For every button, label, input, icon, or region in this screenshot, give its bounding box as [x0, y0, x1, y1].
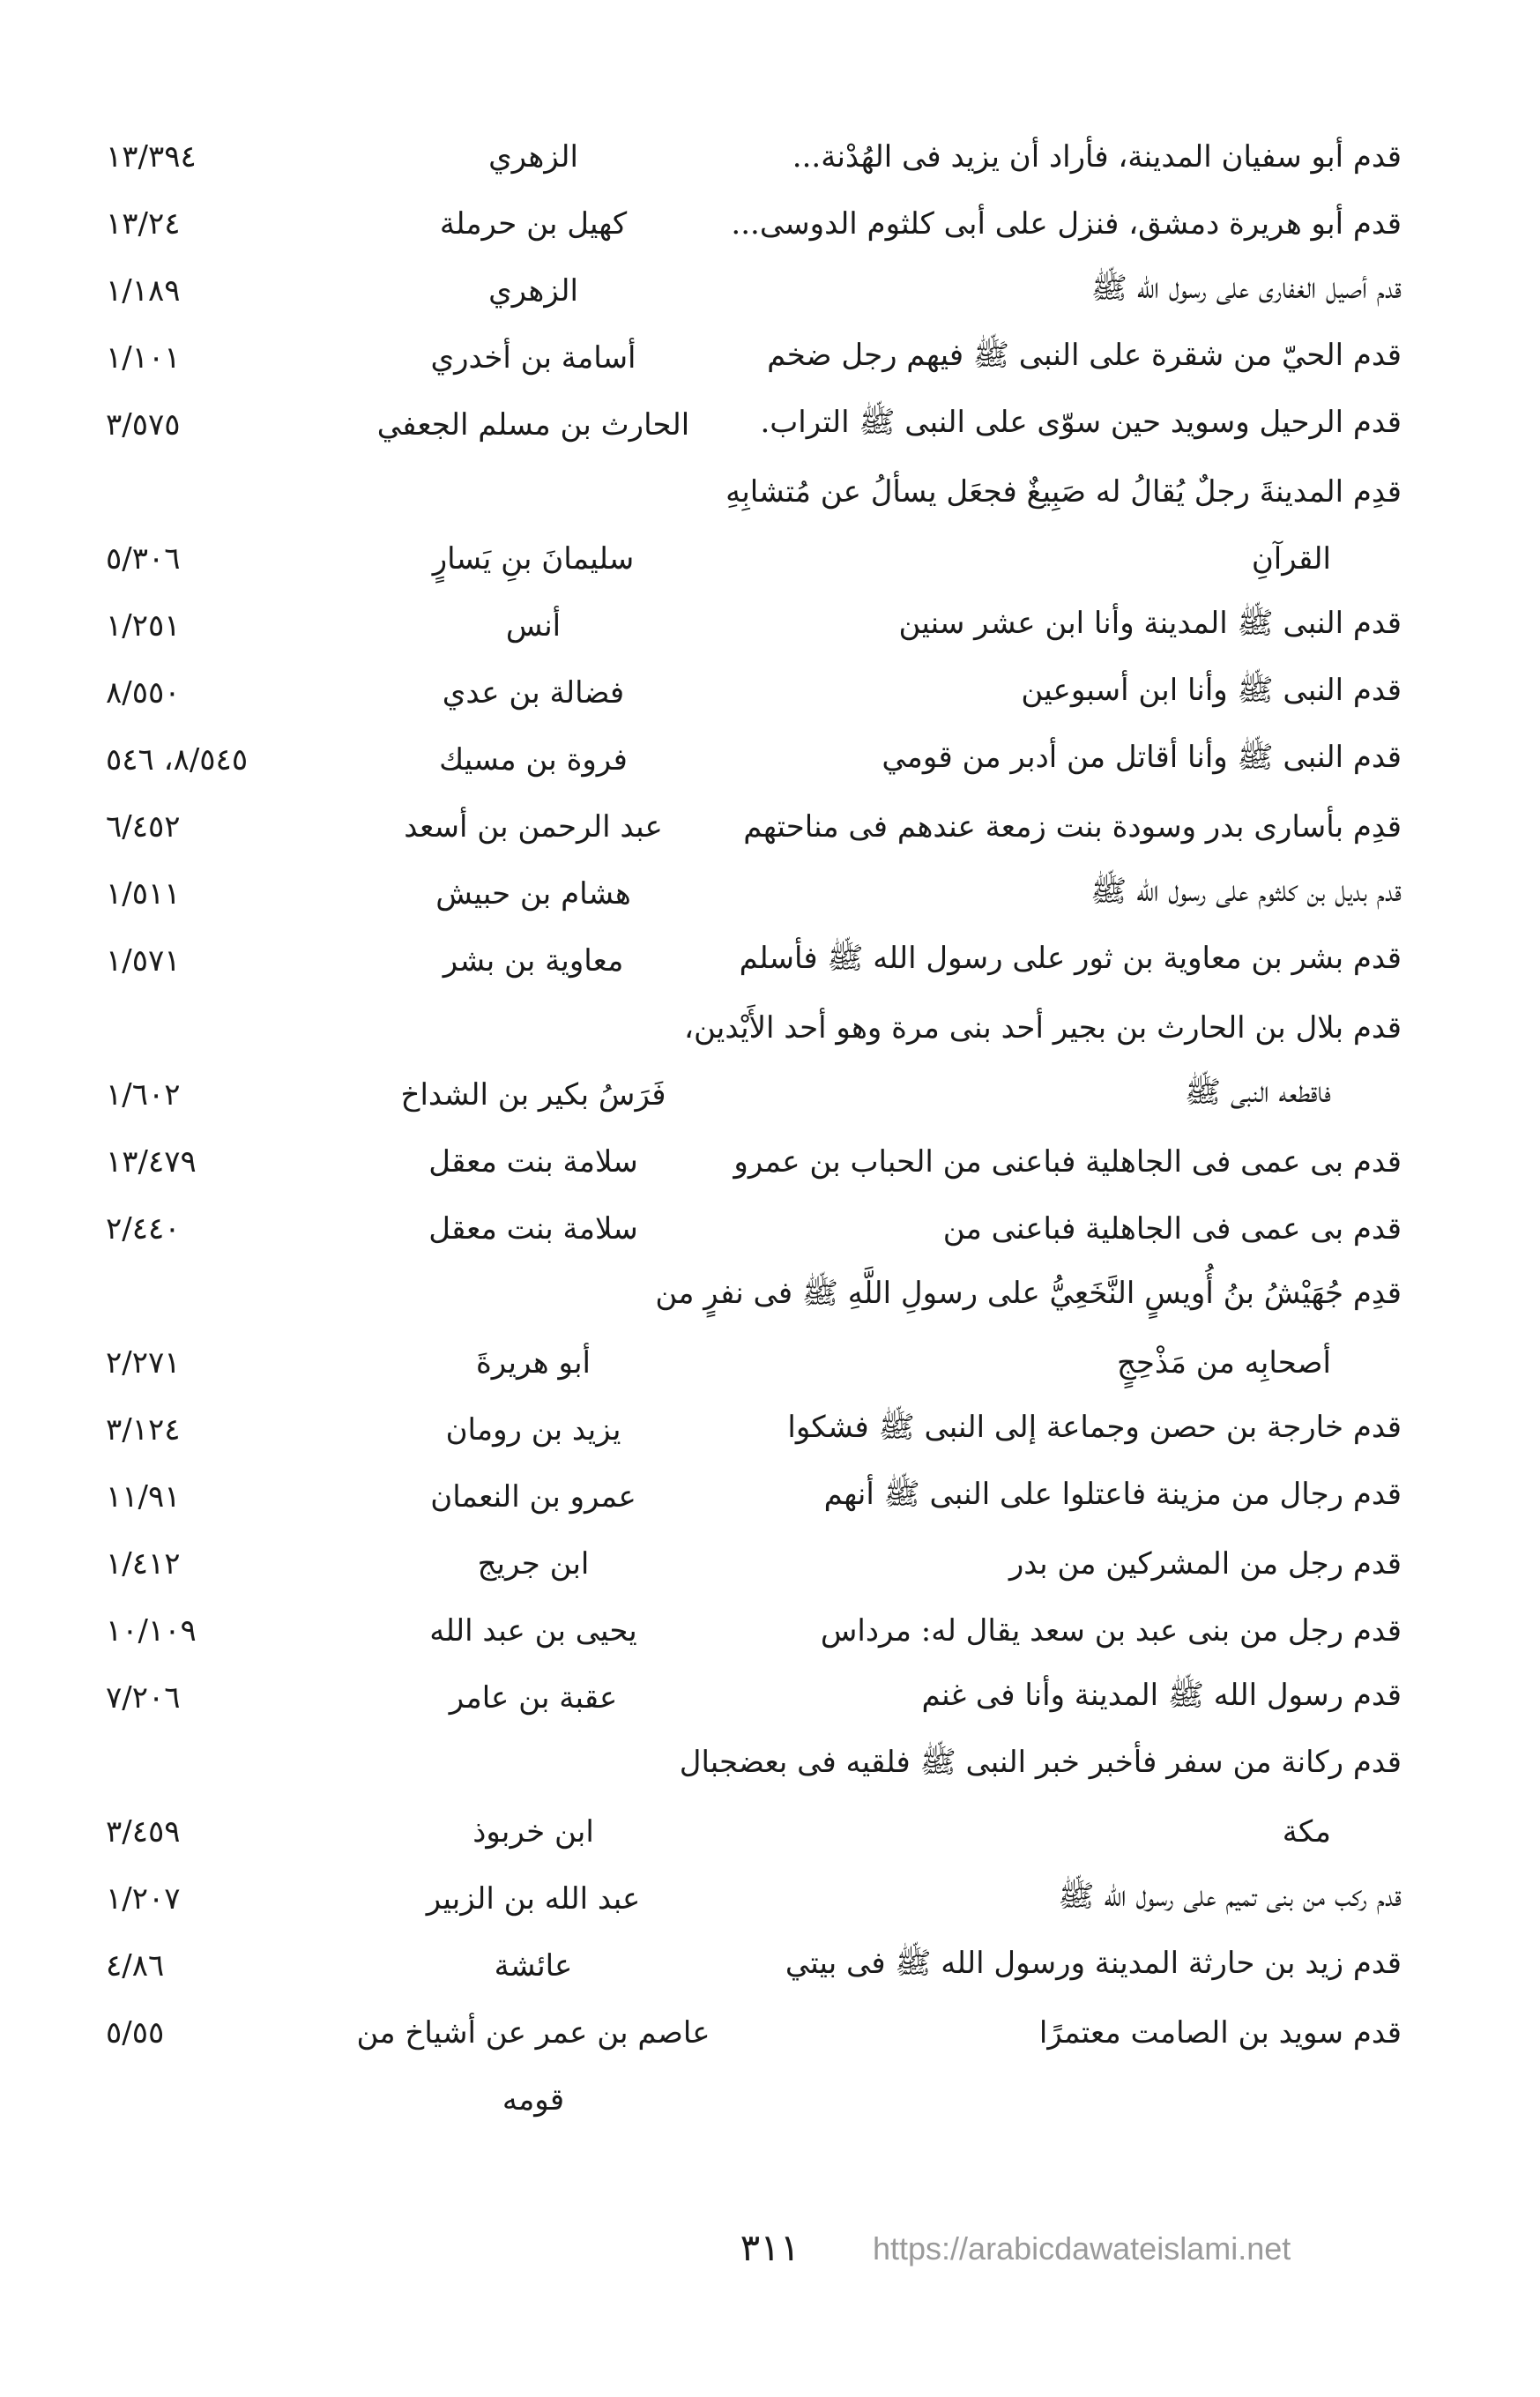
volume-page-ref: ٢/٢٧١ — [106, 1345, 181, 1381]
hadith-text: قدم رسول الله ﷺ المدينة وأنا فى غنم — [921, 1677, 1402, 1713]
entry-line — [106, 1128, 1402, 1195]
narrator-name: قومه — [502, 2082, 565, 2118]
index-entry — [106, 927, 1402, 994]
narrator-name: فَرَسُ بكير بن الشداخ — [400, 1077, 666, 1113]
narrator-name: سلامة بنت معقل — [428, 1144, 638, 1180]
index-entry — [106, 592, 1402, 659]
volume-page-ref: ١/١٠١ — [106, 340, 181, 376]
hadith-text: قدم بى عمى فى الجاهلية فباعنى من — [942, 1211, 1402, 1247]
entry-line — [106, 1731, 1402, 1798]
index-entry — [106, 1999, 1402, 2133]
entry-line — [106, 726, 1402, 793]
index-entry — [106, 793, 1402, 860]
index-entry — [106, 1664, 1402, 1731]
hadith-text: قدم سويد بن الصامت معتمرًا — [1038, 2015, 1402, 2051]
volume-page-ref: ٦/٤٥٢ — [106, 809, 181, 845]
entry-line — [106, 1061, 1402, 1128]
entry-line — [106, 592, 1402, 659]
hadith-text: قدم الرحيل وسويد حين سوّى على النبى ﷺ التراب. — [760, 404, 1402, 440]
hadith-text: قدم الحيّ من شقرة على النبى ﷺ فيهم رجل ضخم — [767, 337, 1402, 373]
hadith-text: قدم بى عمى فى الجاهلية فباعنى من الحباب بن عمرو — [733, 1144, 1402, 1180]
volume-page-ref: ١٠/١٠٩ — [106, 1613, 197, 1649]
hadith-text: قدم أصيل الغفارى على رسول الله ﷺ — [1090, 270, 1402, 306]
entry-line — [106, 793, 1402, 860]
hadith-text: مكة — [1282, 1814, 1331, 1850]
volume-page-ref: ١/٢٠٧ — [106, 1881, 181, 1917]
entry-line — [106, 458, 1402, 525]
hadith-text: قدم خارجة بن حصن وجماعة إلى النبى ﷺ فشكوا — [787, 1409, 1402, 1445]
entry-line — [106, 1329, 1402, 1396]
index-entry — [106, 1865, 1402, 1932]
narrator-name: عمرو بن النعمان — [430, 1479, 636, 1515]
hadith-text: قدم بديل بن كلثوم على رسول الله ﷺ — [1090, 873, 1402, 909]
volume-page-ref: ١/١٨٩ — [106, 273, 181, 309]
volume-page-ref: ٧/٢٠٦ — [106, 1680, 181, 1716]
volume-page-ref: ٣/٤٥٩ — [106, 1814, 181, 1850]
entry-line — [106, 257, 1402, 324]
volume-page-ref: ٣/٥٧٥ — [106, 407, 181, 443]
index-entry — [106, 726, 1402, 793]
narrator-name: كهيل بن حرملة — [439, 206, 628, 242]
volume-page-ref: ١٣/٢٤ — [106, 206, 181, 242]
index-entry — [106, 123, 1402, 190]
hadith-text: قدم ركانة من سفر فأخبر خبر النبى ﷺ فلقيه فى بعضجبال — [679, 1744, 1402, 1780]
volume-page-ref: ١٣/٣٩٤ — [106, 139, 197, 175]
index-entry — [106, 1396, 1402, 1463]
entry-line — [106, 123, 1402, 190]
narrator-name: هشام بن حبيش — [435, 876, 631, 912]
entry-line — [106, 391, 1402, 458]
volume-page-ref: ٥/٣٠٦ — [106, 541, 181, 577]
entry-line — [106, 525, 1402, 592]
volume-page-ref: ١٣/٤٧٩ — [106, 1144, 197, 1180]
volume-page-ref: ٥/٥٥ — [106, 2015, 165, 2051]
entry-line — [106, 1597, 1402, 1664]
entry-line — [106, 1396, 1402, 1463]
index-entry — [106, 1597, 1402, 1664]
hadith-text: قدم ركب من بنى تميم على رسول الله ﷺ — [1058, 1878, 1402, 1914]
entry-line — [106, 659, 1402, 726]
index-entry — [106, 391, 1402, 458]
index-entry — [106, 1731, 1402, 1865]
entry-line — [106, 1262, 1402, 1329]
hadith-text: قدم بشر بن معاوية بن ثور على رسول الله ﷺ فأسلم — [739, 940, 1402, 976]
hadith-text: قدم أبو هريرة دمشق، فنزل على أبى كلثوم الدوسى... — [731, 206, 1402, 242]
hadith-text: قدم النبى ﷺ المدينة وأنا ابن عشر سنين — [898, 605, 1402, 641]
narrator-name: عقبة بن عامر — [449, 1680, 618, 1716]
narrator-name: عبد الله بن الزبير — [426, 1881, 641, 1917]
index-entry — [106, 1463, 1402, 1530]
hadith-text: قدم بلال بن الحارث بن بجير أحد بنى مرة وهو أحد الأَيْدين، — [684, 1010, 1402, 1046]
index-entry — [106, 1530, 1402, 1597]
narrator-name: يزيد بن رومان — [445, 1412, 621, 1448]
index-entry — [106, 1195, 1402, 1262]
volume-page-ref: ١/٥١١ — [106, 876, 181, 912]
volume-page-ref: ٣/١٢٤ — [106, 1412, 181, 1448]
index-entry — [106, 458, 1402, 592]
volume-page-ref: ١/٦٠٢ — [106, 1077, 181, 1113]
volume-page-ref: ٨/٥٥٠ — [106, 675, 181, 711]
index-entry — [106, 257, 1402, 324]
narrator-name: أبو هريرةَ — [475, 1345, 591, 1381]
volume-page-ref: ١١/٩١ — [106, 1479, 181, 1515]
narrator-name: عائشة — [494, 1948, 573, 1984]
index-entry — [106, 1932, 1402, 1999]
entry-line — [106, 1664, 1402, 1731]
entry-line — [106, 1999, 1402, 2066]
volume-page-ref: ٤/٨٦ — [106, 1948, 165, 1984]
index-entry — [106, 659, 1402, 726]
narrator-name: سلامة بنت معقل — [428, 1211, 638, 1247]
entry-line — [106, 1798, 1402, 1865]
volume-page-ref: ١/٢٥١ — [106, 608, 181, 644]
index-entry — [106, 324, 1402, 391]
narrator-name: عاصم بن عمر عن أشياخ من — [356, 2015, 710, 2051]
volume-page-ref: ٨/٥٤٥، ٥٤٦ — [106, 742, 249, 778]
entry-line — [106, 1530, 1402, 1597]
entry-line — [106, 860, 1402, 927]
narrator-name: فضالة بن عدي — [442, 675, 625, 711]
volume-page-ref: ١/٥٧١ — [106, 943, 181, 979]
hadith-text: قدِم المدينةَ رجلٌ يُقالُ له صَبِيغٌ فجعَل يسألُ عن مُتشابِهِ — [725, 474, 1402, 510]
hadith-text: قدم رجل من المشركين من بدر — [1008, 1546, 1402, 1582]
entry-line — [106, 324, 1402, 391]
hadith-text: قدم رجل من بنى عبد بن سعد يقال له: مرداس — [820, 1613, 1402, 1649]
watermark-url: https://arabicdawateislami.net — [873, 2230, 1291, 2267]
entry-line — [106, 1463, 1402, 1530]
narrator-name: الزهري — [488, 273, 578, 309]
narrator-name: عبد الرحمن بن أسعد — [404, 809, 663, 845]
index-entry — [106, 1262, 1402, 1396]
narrator-name: ابن جريج — [477, 1546, 590, 1582]
page-number: ٣١١ — [740, 2226, 800, 2269]
narrator-name: الحارث بن مسلم الجعفي — [376, 407, 690, 443]
index-entry — [106, 994, 1402, 1128]
narrator-name: سليمانَ بنِ يَسارٍ — [432, 541, 635, 577]
narrator-name: ابن خربوذ — [472, 1814, 594, 1850]
entry-line — [106, 190, 1402, 257]
hadith-text: قدم النبى ﷺ وأنا ابن أسبوعين — [1021, 672, 1402, 708]
entry-line — [106, 927, 1402, 994]
index-entry — [106, 860, 1402, 927]
entry-line — [106, 994, 1402, 1061]
hadith-text: قدم زيد بن حارثة المدينة ورسول الله ﷺ فى بيتي — [785, 1945, 1402, 1981]
hadith-text: قدِم جُهَيْشُ بنُ أُويسٍ النَّخَعِيُّ على رسولِ اللَّهِ ﷺ فى نفرٍ من — [655, 1275, 1402, 1311]
entry-line — [106, 1865, 1402, 1932]
narrator-name: يحيى بن عبد الله — [429, 1613, 637, 1649]
narrator-name: أسامة بن أخدري — [430, 340, 636, 376]
narrator-name: معاوية بن بشر — [443, 943, 624, 979]
hadith-index-list — [106, 123, 1402, 2133]
hadith-text: قدم النبى ﷺ وأنا أقاتل من أدبر من قومي — [882, 739, 1402, 775]
volume-page-ref: ٢/٤٤٠ — [106, 1211, 181, 1247]
narrator-name: فروة بن مسيك — [439, 742, 628, 778]
narrator-name: أنس — [505, 608, 562, 644]
entry-line — [106, 1932, 1402, 1999]
entry-line — [106, 1195, 1402, 1262]
hadith-text: أصحابِه من مَذْحِجٍ — [1116, 1345, 1331, 1381]
hadith-text: فاقطعه النبى ﷺ — [1184, 1074, 1331, 1110]
hadith-text: قدم رجال من مزينة فاعتلوا على النبى ﷺ أنهم — [823, 1476, 1402, 1512]
narrator-name: الزهري — [488, 139, 578, 175]
hadith-text: قدِم بأسارى بدر وسودة بنت زمعة عندهم فى مناحتهم — [743, 809, 1402, 845]
hadith-text: القرآنِ — [1251, 541, 1331, 577]
hadith-text: قدم أبو سفيان المدينة، فأراد أن يزيد فى الهُدْنة... — [792, 139, 1402, 175]
index-entry — [106, 1128, 1402, 1195]
volume-page-ref: ١/٤١٢ — [106, 1546, 181, 1582]
index-entry — [106, 190, 1402, 257]
entry-line — [106, 2066, 1402, 2133]
